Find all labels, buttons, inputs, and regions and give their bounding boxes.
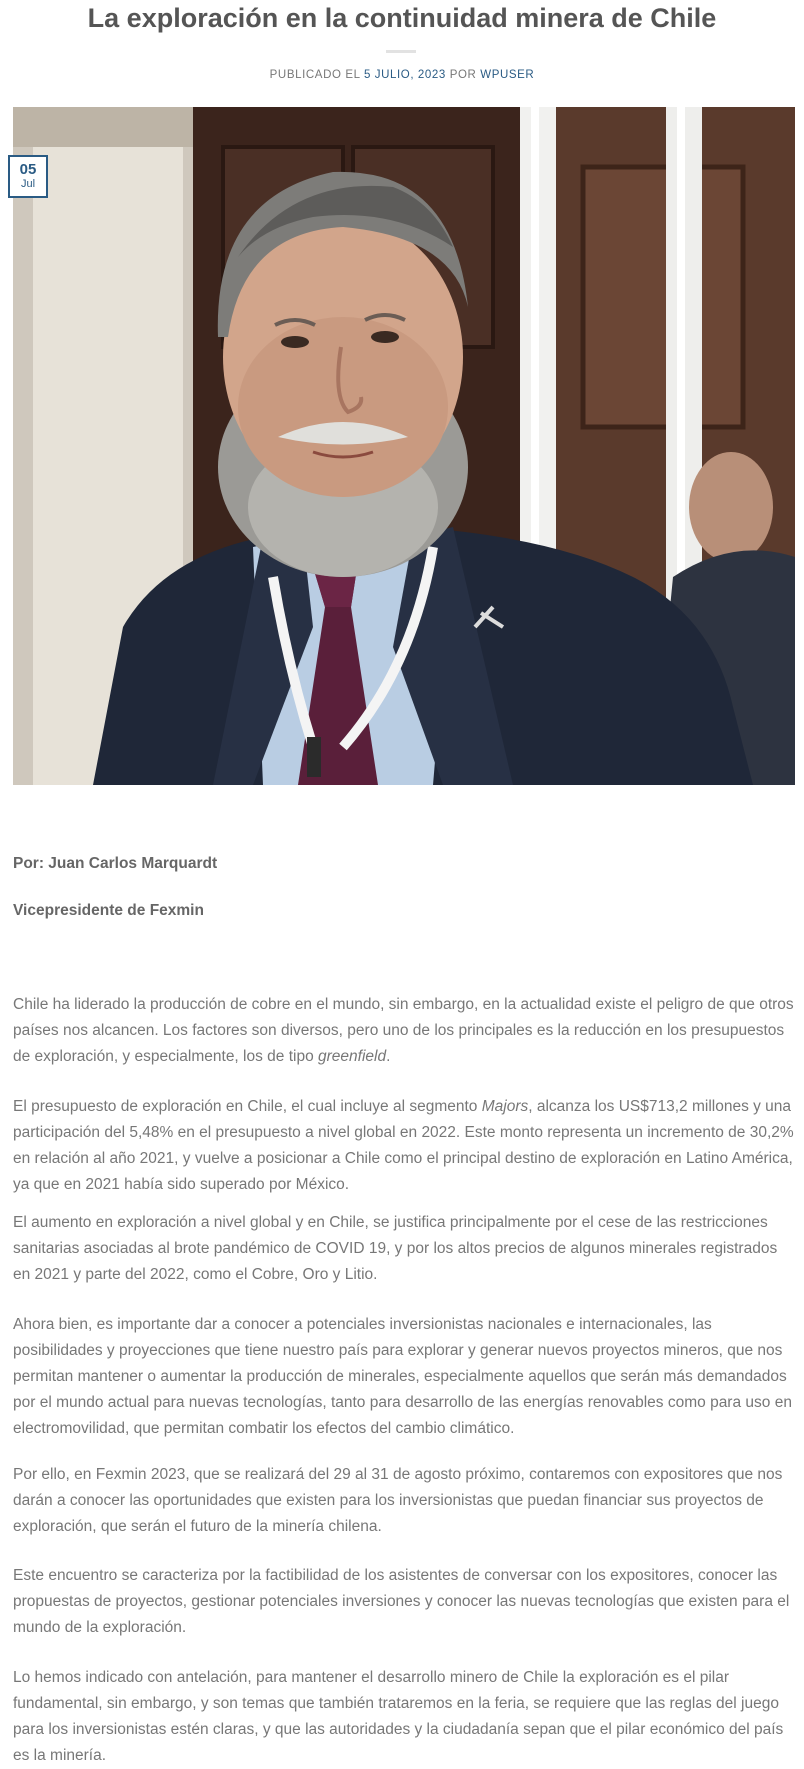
meta-author-link[interactable]: WPUSER: [480, 69, 535, 81]
paragraph-1-text: Chile ha liderado la producción de cobre en el mundo, sin embargo, en la actualidad existe el peligro de que otros países nos alcancen. Los factores son diversos, pero uno de los principales es la reducción en los presupuestos de exploración, y especialmente, los de tipo: [13, 996, 794, 1065]
meta-by: POR: [449, 69, 477, 81]
paragraph-2-text: El presupuesto de exploración en Chile, el cual incluye al segmento: [13, 1098, 482, 1115]
page-title: La exploración en la continuidad minera de Chile: [87, 3, 717, 33]
paragraph-2-emphasis: Majors: [481, 1098, 529, 1115]
paragraph-6: [13, 1563, 795, 1641]
paragraph-1-emphasis: greenfield: [318, 1048, 387, 1065]
meta-published-prefix: PUBLICADO EL: [269, 69, 361, 81]
paragraph-4: [13, 1312, 795, 1442]
paragraph-6-text: Este encuentro se caracteriza por la factibilidad de los asistentes de conversar con los expositores, conocer las propuestas de proyectos, gestionar potenciales inversiones y conocer las nuevas tecnologías que existen para el mundo de la exploración.: [13, 1567, 790, 1636]
title-divider: [386, 50, 416, 53]
byline-author: Por: Juan Carlos Marquardt: [13, 855, 218, 872]
post-meta: [0, 69, 804, 81]
paragraph-1-tail: .: [386, 1048, 391, 1065]
paragraph-3: [13, 1210, 795, 1288]
paragraph-4-text: Ahora bien, es importante dar a conocer a potenciales inversionistas nacionales e internacionales, las posibilidades y proyecciones que tiene nuestro país para explorar y generar nuevos proyectos mineros, que nos permitan mantener o aumentar la producción de minerales, especialmente aquellos que serán más demandados por el mundo actual para nuevas tecnologías, tanto para desarrollo de las energías renovables como para uso en electromovilidad, que permitan combatir los efectos del cambio climático.: [13, 1316, 792, 1437]
portrait-photo-icon: [13, 107, 795, 785]
paragraph-5-text: Por ello, en Fexmin 2023, que se realizará del 29 al 31 de agosto próximo, contaremos con expositores que nos darán a conocer las oportunidades que existen para los inversionistas que puedan financiar sus proyectos de exploración, que serán el futuro de la minería chilena.: [13, 1466, 783, 1535]
paragraph-7-text: Lo hemos indicado con antelación, para mantener el desarrollo minero de Chile la exploración es el pilar fundamental, sin embargo, y son temas que también trataremos en la feria, se requiere que las reglas del juego para los inversionistas estén claras, y que las autoridades y la ciudadanía sepan que el pilar económico del país es la minería.: [13, 1669, 784, 1764]
featured-image: [13, 107, 795, 785]
paragraph-7: [13, 1665, 795, 1769]
date-badge-month: Jul: [20, 178, 36, 190]
meta-date-link[interactable]: 5 JULIO, 2023: [363, 69, 446, 81]
date-badge: [8, 155, 48, 198]
paragraph-2: [13, 1094, 795, 1198]
paragraph-5: [13, 1462, 795, 1540]
paragraph-2-tail: , alcanza los US$713,2 millones y una participación del 5,48% en el presupuesto a nivel global en 2022. Este monto representa un incremento de 30,2% en relación al año 2021, y vuelve a posicionar a Chile como el principal destino de exploración en Latino América, ya que en 2021 había sido superado por México.: [13, 1098, 794, 1193]
date-badge-day: 05: [19, 161, 37, 178]
paragraph-3-text: El aumento en exploración a nivel global y en Chile, se justifica principalmente por el cese de las restricciones sanitarias asociadas al brote pandémico de COVID 19, y por los altos precios de algunos minerales registrados en 2021 y parte del 2022, como el Cobre, Oro y Litio.: [13, 1214, 778, 1283]
byline-role: Vicepresidente de Fexmin: [13, 902, 204, 919]
paragraph-1: [13, 992, 795, 1070]
